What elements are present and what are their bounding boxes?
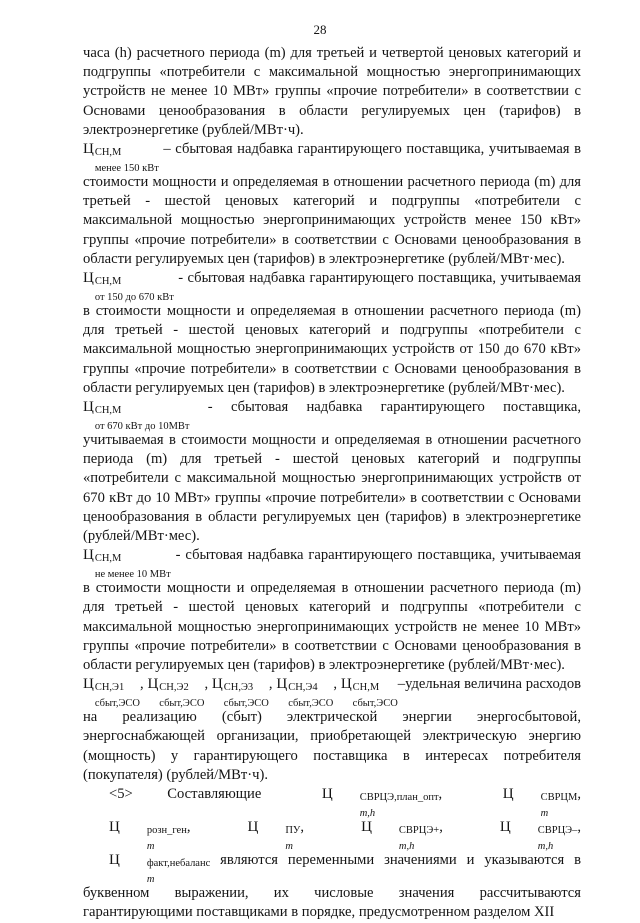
tariff-symbol: Ц ПУ m (247, 819, 301, 853)
tariff-symbol: Ц СН,М менее 150 кВт (83, 141, 159, 175)
note-5-lead: <5> Составляющие (109, 786, 296, 803)
intro-paragraph: часа (h) расчетного периода (m) для третьей и четвертой ценовых категорий и подгруппы «потребители с максимальной мощностью энергопринимающих устройств не менее 10 МВт» группы «прочие потребители» в соответствии с Основами ценообразования в области регулируемых цен (тарифов) в электроэнергетике (рублей/МВт·ч). (83, 45, 581, 138)
definition-paragraph (83, 269, 581, 398)
document-body (83, 44, 581, 923)
tariff-symbol: Ц СН,М не менее 10 МВт (83, 547, 171, 581)
definition-paragraph (83, 140, 581, 269)
sbyt-text: –удельная величина расходов на реализацию (сбыт) электрической энергии энергосбытовой, энергоснабжающей организации, приобретающей электрическую энергию (мощность) у гарантирующего поставщика в интересах потребителя (покупателя) (рублей/МВт·ч). (83, 676, 582, 783)
tariff-symbol: Ц СВРЦЭ,план_опт m,h (321, 786, 439, 820)
tariff-symbol: Ц СН,Э2 сбыт,ЭСО (147, 676, 205, 710)
definition-text: - сбытовая надбавка гарантирующего поставщика, учитываемая в стоимости мощности и определяемая в отношении расчетного периода (m) для третьей - шестой ценовых категорий и подгруппы «потребители с максимальной мощностью энергопринимающих устройств от 670 кВт до 10 МВт» группы «прочие потребители» в соответствии с Основами ценообразования в области регулируемых цен (тарифов) в электроэнергетике (рублей/МВт·мес). (83, 399, 581, 545)
tariff-symbol: Ц СН,Э3 сбыт,ЭСО (211, 676, 269, 710)
note-5-paragraph: <5> Составляющие Ц СВРЦЭ,план_опт m,h , Ц СВРЦМ m , Ц розн_ген m , Ц ПУ m , Ц СВРЦЭ+ m,h , Ц СВРЦЭ– m,h , Ц факт,небаланс m являются переменными значениями и указываются в буквенном выражении, их числовые значения рассчитываются гарантирующими поставщиками в порядке, предусмотренном разделом XII (83, 786, 582, 921)
definition-paragraph (83, 398, 581, 546)
tariff-symbol: Ц факт,небаланс m (109, 852, 211, 886)
definition-paragraph (83, 546, 581, 675)
sbyt-paragraph: Ц СН,Э1 сбыт,ЭСО , Ц СН,Э2 сбыт,ЭСО , Ц СН,Э3 сбыт,ЭСО , Ц СН,Э4 сбыт,ЭСО , Ц СН,М сбыт,ЭСО –удельная величина расходов на реализацию (сбыт) электрической энергии энергосбытовой, энергоснабжающей организации, приобретающей электрическую энергию (мощность) у гарантирующего поставщика в интересах потребителя (покупателя) (рублей/МВт·ч). (83, 676, 582, 783)
tariff-symbol: Ц розн_ген m (109, 819, 187, 853)
tariff-symbol: Ц СН,М от 150 до 670 кВт (83, 270, 174, 304)
tariff-symbol: Ц СВРЦЭ– m,h (499, 819, 578, 853)
note-5-text: являются переменными значениями и указываются в буквенном выражении, их числовые значения рассчитываются гарантирующими поставщиками в порядке, предусмотренном разделом XII (83, 852, 581, 921)
tariff-symbol: Ц СН,М от 670 кВт до 10МВт (83, 399, 190, 433)
page-number: 28 (313, 22, 327, 37)
tariff-symbol: Ц СН,Э4 сбыт,ЭСО (276, 676, 334, 710)
definition-text: – сбытовая надбавка гарантирующего поставщика, учитываемая в стоимости мощности и определяемая в отношении расчетного периода (m) для третьей - шестой ценовых категорий и подгруппы «потребители с максимальной мощностью энергопринимающих устройств менее 150 кВт» группы «прочие потребители» в соответствии с Основами ценообразования в области регулируемых цен (тарифов) в электроэнергетике (рублей/МВт·мес). (83, 141, 581, 267)
definition-text: - сбытовая надбавка гарантирующего поставщика, учитываемая в стоимости мощности и определяемая в отношении расчетного периода (m) для третьей - шестой ценовых категорий и подгруппы «потребители с максимальной мощностью энергопринимающих устройств от 150 до 670 кВт» группы «прочие потребители» в соответствии с Основами ценообразования в области регулируемых цен (тарифов) в электроэнергетике (рублей/МВт·мес). (83, 270, 581, 396)
tariff-symbol: Ц СВРЦМ m (502, 786, 578, 820)
tariff-symbol: Ц СН,М сбыт,ЭСО (340, 676, 398, 710)
tariff-symbol: Ц СВРЦЭ+ m,h (361, 819, 440, 853)
definition-text: - сбытовая надбавка гарантирующего поставщика, учитываемая в стоимости мощности и определяемая в отношении расчетного периода (m) для третьей - шестой ценовых категорий и подгруппы «потребители с максимальной мощностью энергопринимающих устройств не менее 10 МВт» группы «прочие потребители» в соответствии с Основами ценообразования в области регулируемых цен (тарифов) в электроэнергетике (рублей/МВт·мес). (83, 547, 581, 674)
tariff-symbol: Ц СН,Э1 сбыт,ЭСО (83, 676, 140, 710)
